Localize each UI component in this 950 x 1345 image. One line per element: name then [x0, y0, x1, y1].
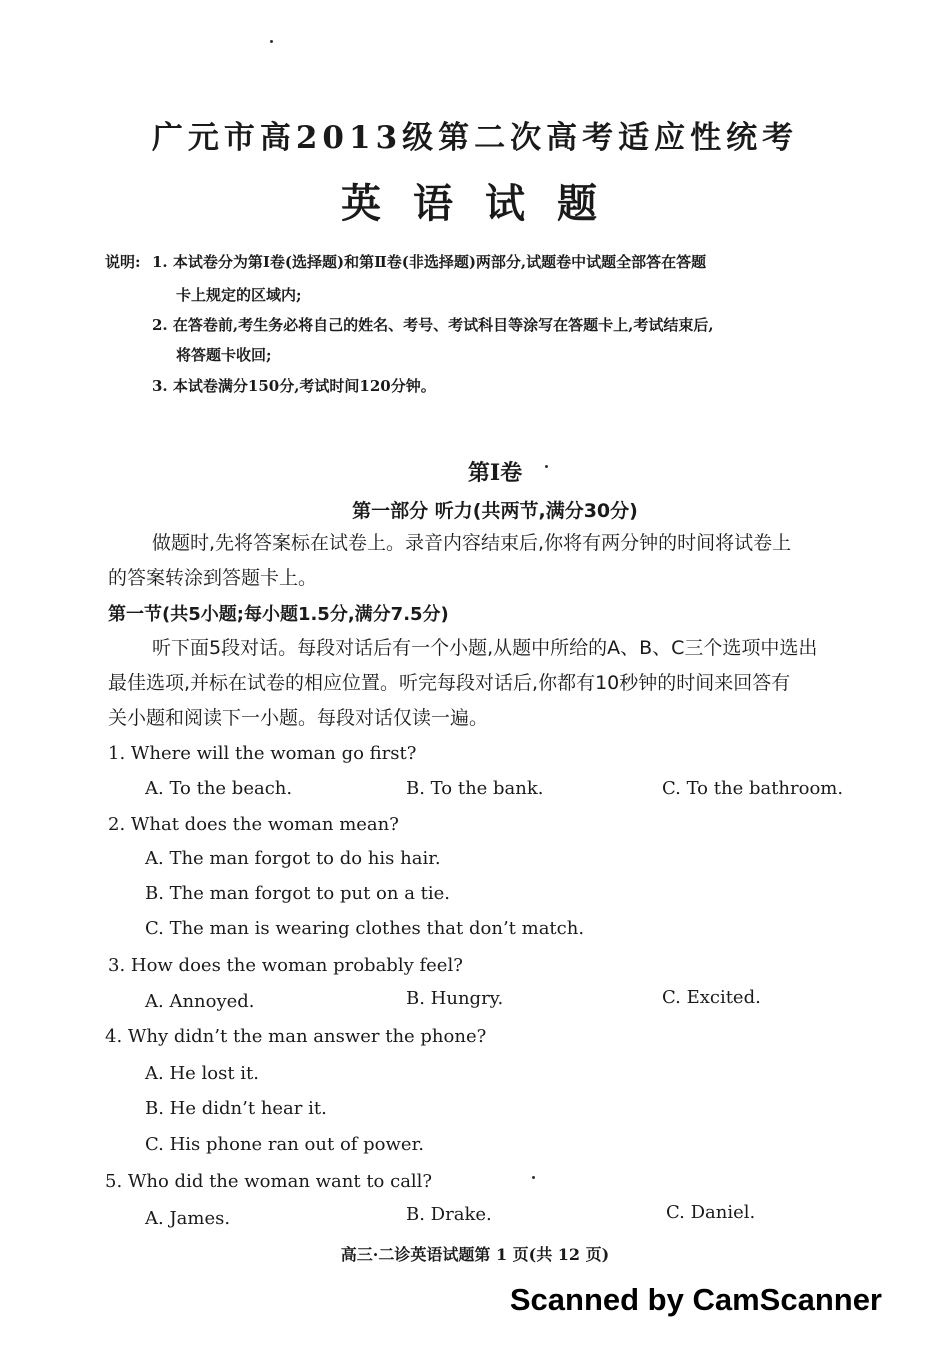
option-b: B. Hungry.	[406, 988, 504, 1009]
option-c: C. To the bathroom.	[662, 778, 844, 799]
directions-line: 听下面5段对话。每段对话后有一个小题,从题中所给的A、B、C三个选项中选出	[152, 637, 818, 659]
option-c: C. His phone ran out of power.	[145, 1134, 424, 1155]
volume-title: 第Ⅰ卷	[467, 460, 523, 486]
option-a: A. The man forgot to do his hair.	[145, 848, 441, 869]
option-a: A. Annoyed.	[145, 991, 255, 1012]
intro-line: 的答案转涂到答题卡上。	[108, 567, 318, 589]
instruction-line: 3. 本试卷满分150分,考试时间120分钟。	[152, 377, 436, 395]
question-stem: 4. Why didn’t the man answer the phone?	[105, 1026, 487, 1047]
part-title: 第一部分 听力(共两节,满分30分)	[352, 500, 638, 522]
page-footer: 高三·二诊英语试题第 1 页(共 12 页)	[340, 1245, 610, 1264]
option-c: C. The man is wearing clothes that don’t match.	[145, 918, 585, 939]
instruction-line: 1. 本试卷分为第Ⅰ卷(选择题)和第Ⅱ卷(非选择题)两部分,试题卷中试题全部答在答题	[152, 253, 707, 271]
instructions-label: 说明:	[105, 253, 141, 271]
directions-line: 关小题和阅读下一小题。每段对话仅读一遍。	[108, 707, 489, 729]
question-stem: 5. Who did the woman want to call?	[105, 1171, 433, 1192]
section-title: 第一节(共5小题;每小题1.5分,满分7.5分)	[108, 604, 449, 625]
scan-speck	[545, 465, 548, 468]
option-b: B. The man forgot to put on a tie.	[145, 883, 451, 904]
directions-line: 最佳选项,并标在试卷的相应位置。听完每段对话后,你都有10秒钟的时间来回答有	[108, 672, 791, 694]
question-stem: 1. Where will the woman go first?	[108, 743, 417, 764]
question-stem: 2. What does the woman mean?	[108, 814, 399, 835]
question-stem: 3. How does the woman probably feel?	[108, 955, 463, 976]
scan-speck	[532, 1176, 535, 1179]
intro-line: 做题时,先将答案标在试卷上。录音内容结束后,你将有两分钟的时间将试卷上	[152, 532, 792, 554]
option-b: B. He didn’t hear it.	[145, 1098, 327, 1119]
option-b: B. To the bank.	[406, 778, 544, 799]
exam-title: 广元市高2013级第二次高考适应性统考	[151, 120, 799, 156]
option-c: C. Excited.	[662, 987, 761, 1008]
option-b: B. Drake.	[406, 1204, 492, 1225]
instruction-line: 卡上规定的区域内;	[176, 286, 302, 304]
option-c: C. Daniel.	[666, 1202, 756, 1223]
subject-title: 英语试题	[341, 180, 629, 227]
option-a: A. James.	[145, 1208, 231, 1229]
instruction-line: 将答题卡收回;	[176, 346, 272, 364]
scanner-watermark: Scanned by CamScanner	[509, 1282, 882, 1317]
scan-speck	[270, 40, 273, 43]
option-a: A. He lost it.	[145, 1063, 260, 1084]
option-a: A. To the beach.	[145, 778, 293, 799]
instruction-line: 2. 在答卷前,考生务必将自己的姓名、考号、考试科目等涂写在答题卡上,考试结束后,	[152, 316, 714, 334]
